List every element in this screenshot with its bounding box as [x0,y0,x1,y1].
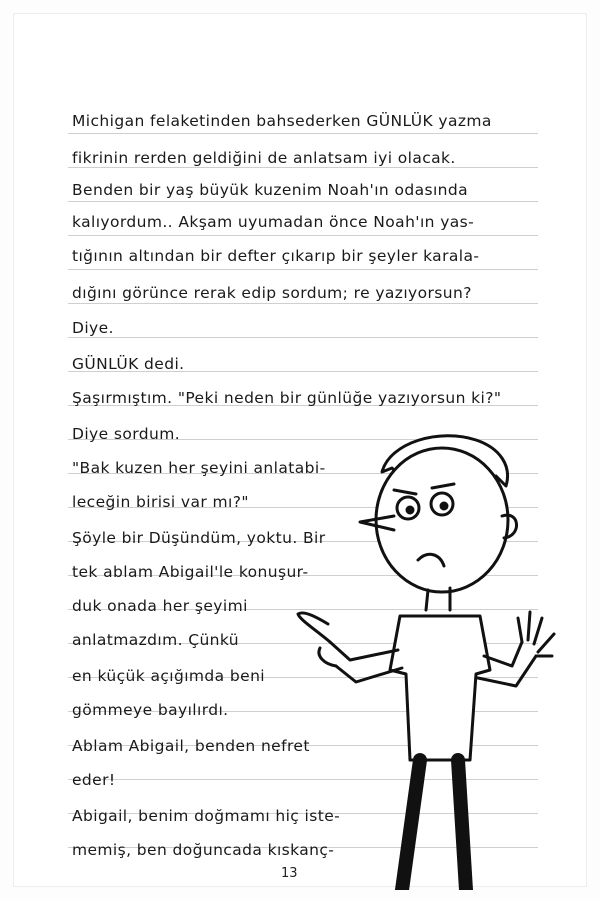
ruled-line [68,269,538,270]
text-line-11: "Bak kuzen her şeyini anlatabi- [72,459,326,477]
ruled-line [68,235,538,236]
text-line-3: Benden bir yaş büyük kuzenim Noah'ın odasında [72,181,469,199]
text-line-18: gömmeye bayılırdı. [72,701,229,719]
ruled-line [68,201,538,202]
text-line-6: dığını görünce rerak edip sordum; re yazıyorsun? [72,284,472,302]
text-line-2: fikrinin rerden geldiğini de anlatsam iyi olacak. [72,149,456,167]
ruled-line [68,133,538,134]
text-line-1: Michigan felaketinden bahsederken GÜNLÜK yazma [72,112,492,130]
text-line-19: Ablam Abigail, benden nefret [72,737,310,755]
text-line-4: kalıyordum.. Akşam uyumadan önce Noah'ın yas- [72,213,475,231]
ruled-line [68,303,538,304]
text-line-21: Abigail, benim doğmamı hiç iste- [72,807,341,825]
text-line-13: Şöyle bir Düşündüm, yoktu. Bir [72,529,326,547]
text-line-22: memiş, ben doğuncada kıskanç- [72,841,335,859]
text-line-15: duk onada her şeyimi [72,597,248,615]
text-line-8: GÜNLÜK dedi. [72,355,185,373]
text-line-7: Diye. [72,319,114,337]
text-line-14: tek ablam Abigail'le konuşur- [72,563,309,581]
page-number: 13 [281,866,298,881]
text-line-12: leceğin birisi var mı?" [72,493,249,511]
ruled-line [68,337,538,338]
text-line-20: eder! [72,771,116,789]
cartoon-boy-pointing-icon [290,420,580,890]
text-line-17: en küçük açığımda beni [72,667,265,685]
text-line-5: tığının altından bir defter çıkarıp bir şeyler karala- [72,247,480,265]
text-line-16: anlatmazdım. Çünkü [72,631,240,649]
text-line-10: Diye sordum. [72,425,181,443]
text-line-9: Şaşırmıştım. "Peki neden bir günlüğe yazıyorsun ki?" [72,389,502,407]
